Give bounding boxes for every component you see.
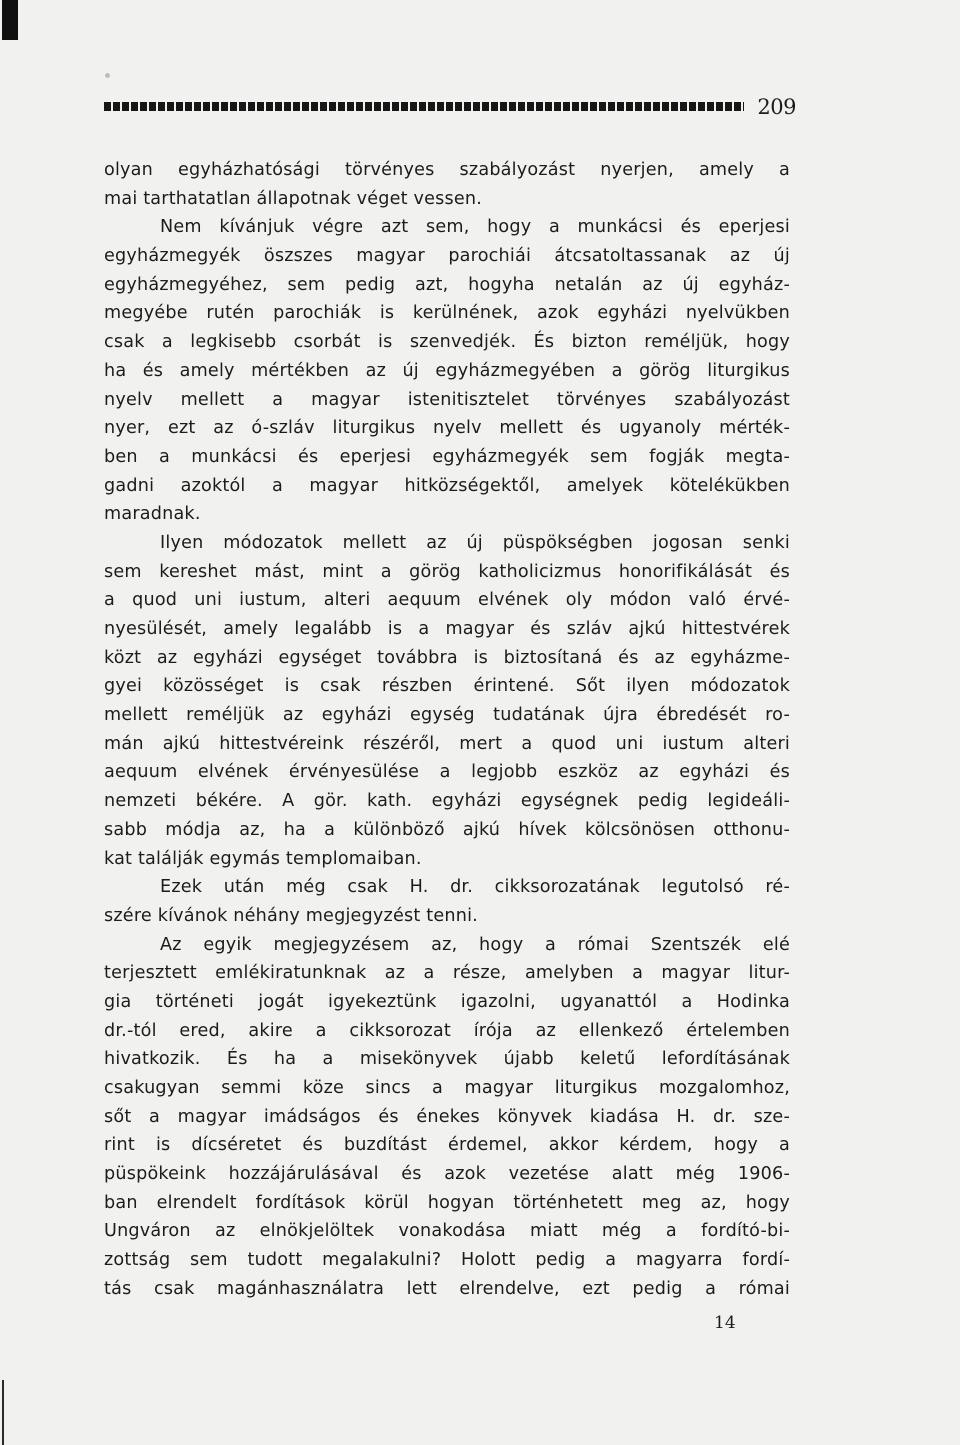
- text-line: csak a legkisebb csorbát is szenvedjék. És bizton reméljük, hogy: [104, 332, 790, 353]
- page-number: 209: [757, 95, 796, 119]
- text-line: terjesztett emlékiratunknak az a része, amelyben a magyar litur-: [104, 963, 790, 984]
- decorative-header-rule: [104, 102, 744, 111]
- text-line: nemzeti békére. A gör. kath. egyházi egységnek pedig legideáli-: [104, 791, 790, 812]
- text-line: ban elrendelt fordítások körül hogyan történhetett meg az, hogy: [104, 1192, 790, 1213]
- text-line: Ungváron az elnökjelöltek vonakodása miatt még a fordító-bi-: [104, 1221, 790, 1242]
- text-line: rint is dícséretet és buzdítást érdemel, akkor kérdem, hogy a: [104, 1135, 790, 1156]
- text-line: ha és amely mértékben az új egyházmegyében a görög liturgikus: [104, 360, 790, 381]
- text-line: mai tarthatatlan állapotnak véget vessen.: [104, 188, 483, 209]
- text-line: közt az egyházi egységet továbbra is biztosítaná és az egyházme-: [104, 647, 790, 668]
- text-line: püspökeink hozzájárulásával és azok vezetése alatt még 1906-: [104, 1164, 790, 1185]
- text-line: Ilyen módozatok mellett az új püspökségben jogosan senki: [160, 532, 790, 553]
- text-line: tás csak magánhasználatra lett elrendelve, ezt pedig a római: [104, 1278, 790, 1299]
- text-line: hivatkozik. És ha a misekönyvek újabb keletű lefordításának: [104, 1049, 790, 1070]
- text-line: megyébe rutén parochiák is kerülnének, azok egyházi nyelvükben: [104, 303, 790, 324]
- printer-signature: 14: [714, 1313, 736, 1333]
- text-line: sabb módja az, ha a különböző ajkú hívek kölcsönösen otthonu-: [104, 819, 790, 840]
- text-line: dr.-tól ered, akire a cikksorozat írója az ellenkező értelemben: [104, 1020, 790, 1041]
- text-line: gia történeti jogát igyekeztünk igazolni, ugyanattól a Hodinka: [104, 991, 790, 1012]
- page-header: [104, 96, 796, 120]
- text-line: gyei közösséget is csak részben érintené. Sőt ilyen módozatok: [104, 676, 790, 697]
- text-line: gadni azoktól a magyar hitközségektől, amelyek kötelékükben: [104, 475, 790, 496]
- text-line: nyer, ezt az ó-szláv liturgikus nyelv mellett és ugyanoly mérték-: [104, 418, 790, 439]
- scan-corner-mark: [2, 0, 18, 40]
- text-line: Ezek után még csak H. dr. cikksorozatának legutolsó ré-: [160, 877, 790, 898]
- scan-edge-line: [2, 1380, 4, 1445]
- text-line: aequum elvének érvényesülése a legjobb eszköz az egyházi és: [104, 762, 790, 783]
- text-line: egyházmegyéhez, sem pedig azt, hogyha netalán az új egyház-: [104, 274, 790, 295]
- text-line: csakugyan semmi köze sincs a magyar liturgikus mozgalomhoz,: [104, 1078, 790, 1098]
- text-line: sem kereshet mást, mint a görög katholicizmus honorifikálását és: [104, 561, 790, 582]
- scan-speck: [105, 73, 110, 78]
- text-line: olyan egyházhatósági törvényes szabályozást nyerjen, amely a: [104, 160, 790, 180]
- text-line: nyesülését, amely legalább is a magyar és szláv ajkú hittestvérek: [104, 619, 790, 639]
- text-line: a quod uni iustum, alteri aequum elvének oly módon való érvé-: [104, 590, 790, 611]
- text-line: kat találják egymás templomaiban.: [104, 848, 422, 869]
- text-line: egyházmegyék öszszes magyar parochiái átcsatoltassanak az új: [104, 246, 790, 267]
- text-line: sőt a magyar imádságos és énekes könyvek kiadása H. dr. sze-: [104, 1106, 790, 1127]
- text-line: szére kívánok néhány megjegyzést tenni.: [104, 905, 478, 926]
- text-line: mán ajkú hittestvéreink részéről, mert a quod uni iustum alteri: [104, 733, 790, 754]
- text-line: zottság sem tudott megalakulni? Holott pedig a magyarra fordí-: [104, 1250, 790, 1271]
- text-line: nyelv mellett a magyar istenitisztelet törvényes szabályozást: [104, 389, 790, 410]
- text-line: ben a munkácsi és eperjesi egyházmegyék sem fogják megta-: [104, 446, 790, 467]
- text-line: maradnak.: [104, 504, 201, 525]
- text-line: Nem kívánjuk végre azt sem, hogy a munkácsi és eperjesi: [160, 217, 790, 238]
- body-text: [104, 156, 790, 1304]
- text-line: mellett reméljük az egyházi egység tudatának újra ébredését ro-: [104, 705, 790, 726]
- text-line: Az egyik megjegyzésem az, hogy a római Szentszék elé: [160, 934, 790, 955]
